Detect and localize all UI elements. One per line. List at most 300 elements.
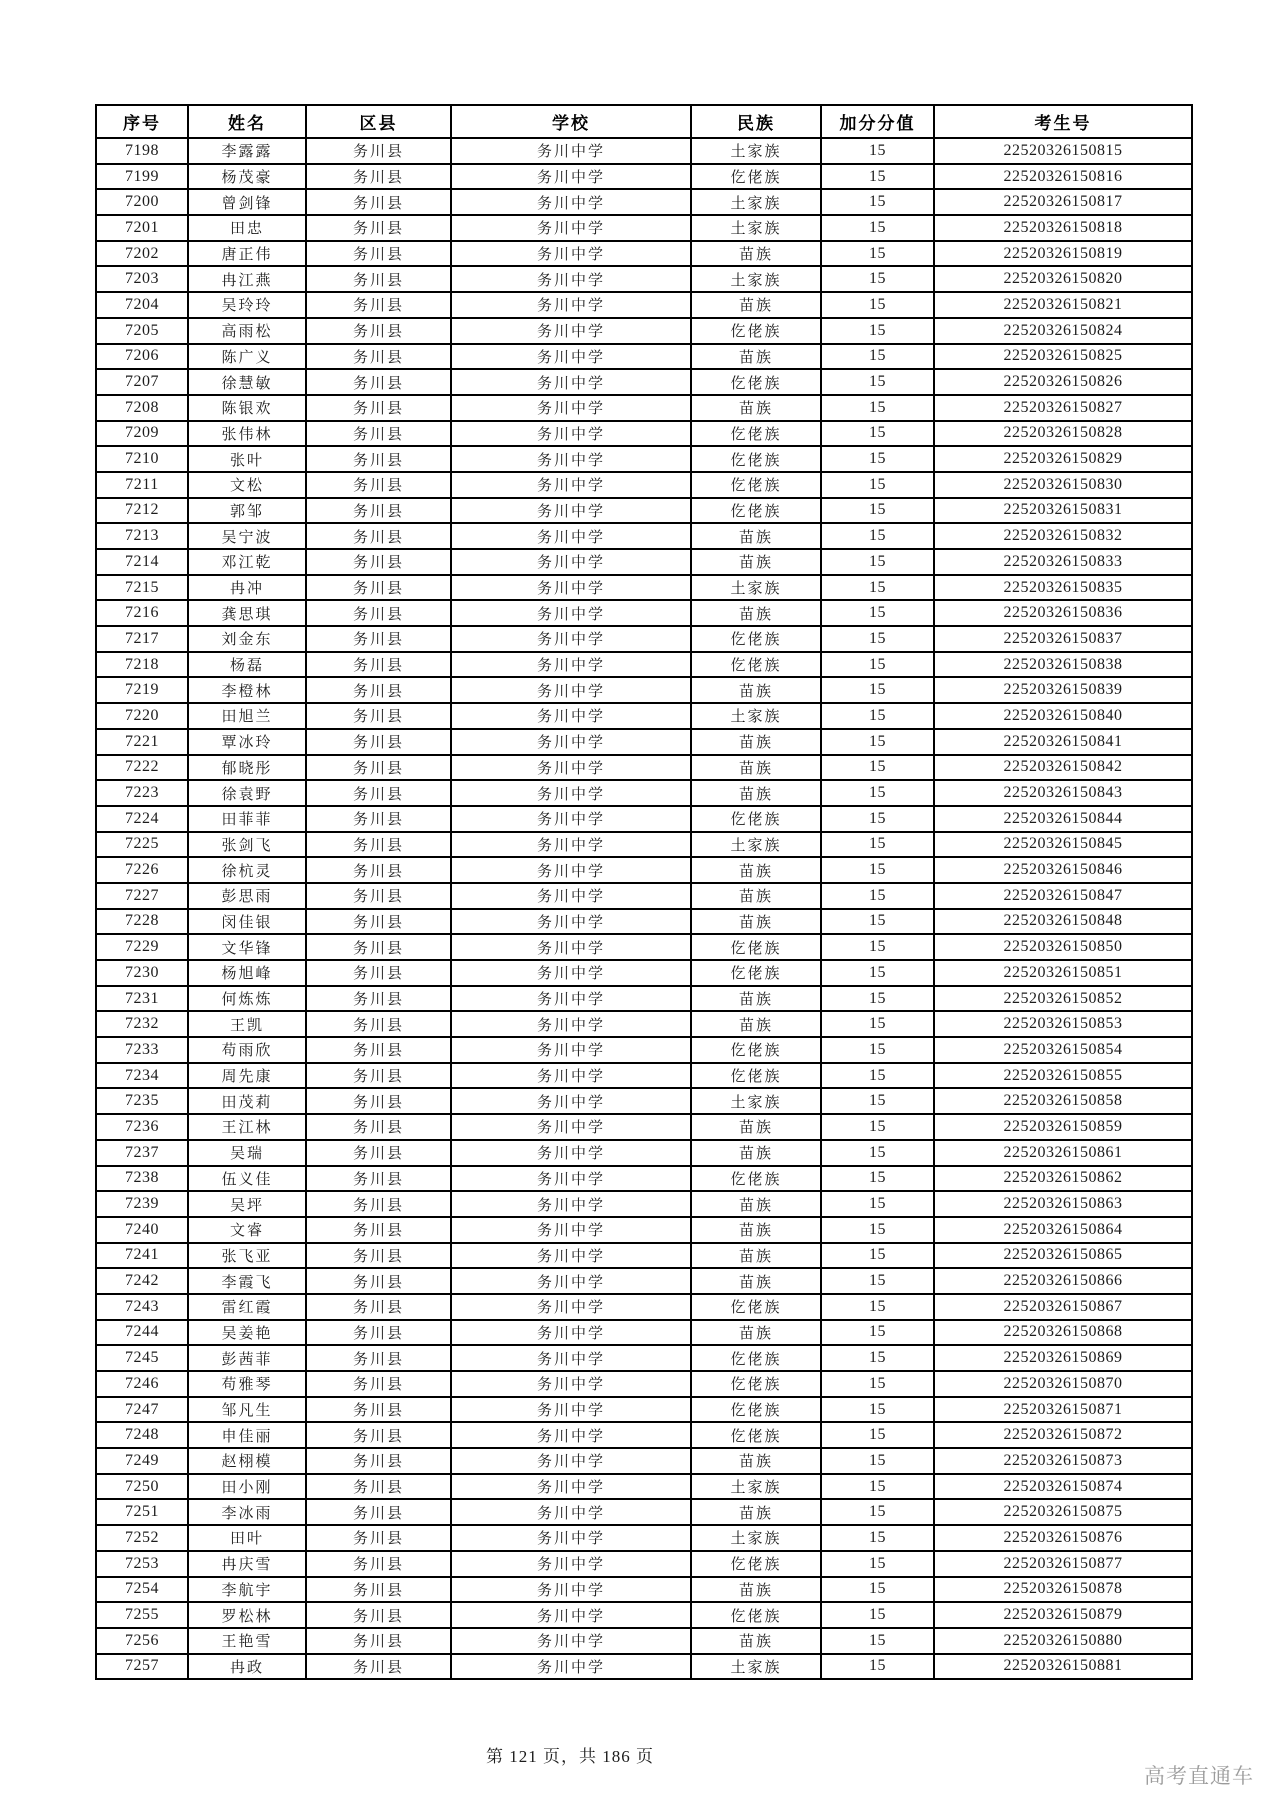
cell-index: 7220 xyxy=(96,703,188,729)
cell-ethnicity: 土家族 xyxy=(691,266,821,292)
cell-index: 7239 xyxy=(96,1191,188,1217)
header-district: 区县 xyxy=(306,105,451,138)
table-row xyxy=(96,1654,1192,1680)
cell-school: 务川中学 xyxy=(451,164,691,190)
cell-name: 陈银欢 xyxy=(188,395,306,421)
cell-index: 7202 xyxy=(96,241,188,267)
cell-school: 务川中学 xyxy=(451,1166,691,1192)
cell-ethnicity: 苗族 xyxy=(691,1628,821,1654)
table-row xyxy=(96,909,1192,935)
cell-candidate-number: 22520326150875 xyxy=(934,1499,1192,1525)
cell-ethnicity: 苗族 xyxy=(691,986,821,1012)
cell-candidate-number: 22520326150824 xyxy=(934,318,1192,344)
cell-school: 务川中学 xyxy=(451,138,691,164)
cell-school: 务川中学 xyxy=(451,960,691,986)
table-row xyxy=(96,1243,1192,1269)
cell-ethnicity: 仡佬族 xyxy=(691,1294,821,1320)
cell-school: 务川中学 xyxy=(451,1602,691,1628)
cell-bonus-score: 15 xyxy=(821,292,934,318)
cell-candidate-number: 22520326150873 xyxy=(934,1448,1192,1474)
cell-ethnicity: 苗族 xyxy=(691,1243,821,1269)
cell-name: 王凯 xyxy=(188,1011,306,1037)
cell-index: 7229 xyxy=(96,934,188,960)
cell-bonus-score: 15 xyxy=(821,1268,934,1294)
cell-district: 务川县 xyxy=(306,1191,451,1217)
cell-index: 7256 xyxy=(96,1628,188,1654)
cell-candidate-number: 22520326150850 xyxy=(934,934,1192,960)
cell-school: 务川中学 xyxy=(451,1628,691,1654)
cell-ethnicity: 仡佬族 xyxy=(691,1345,821,1371)
cell-bonus-score: 15 xyxy=(821,1499,934,1525)
cell-candidate-number: 22520326150848 xyxy=(934,909,1192,935)
cell-index: 7198 xyxy=(96,138,188,164)
cell-index: 7237 xyxy=(96,1140,188,1166)
cell-district: 务川县 xyxy=(306,1525,451,1551)
cell-ethnicity: 苗族 xyxy=(691,1577,821,1603)
cell-ethnicity: 仡佬族 xyxy=(691,1037,821,1063)
cell-bonus-score: 15 xyxy=(821,498,934,524)
cell-index: 7226 xyxy=(96,857,188,883)
cell-name: 高雨松 xyxy=(188,318,306,344)
table-row xyxy=(96,626,1192,652)
table-row xyxy=(96,498,1192,524)
cell-bonus-score: 15 xyxy=(821,318,934,344)
cell-index: 7208 xyxy=(96,395,188,421)
cell-ethnicity: 土家族 xyxy=(691,1474,821,1500)
cell-school: 务川中学 xyxy=(451,1063,691,1089)
cell-candidate-number: 22520326150845 xyxy=(934,832,1192,858)
table-row xyxy=(96,1474,1192,1500)
cell-candidate-number: 22520326150879 xyxy=(934,1602,1192,1628)
cell-name: 吴玲玲 xyxy=(188,292,306,318)
cell-bonus-score: 15 xyxy=(821,806,934,832)
cell-district: 务川县 xyxy=(306,138,451,164)
cell-index: 7225 xyxy=(96,832,188,858)
cell-index: 7250 xyxy=(96,1474,188,1500)
cell-school: 务川中学 xyxy=(451,1551,691,1577)
table-row xyxy=(96,1217,1192,1243)
cell-district: 务川县 xyxy=(306,1140,451,1166)
cell-name: 田旭兰 xyxy=(188,703,306,729)
cell-district: 务川县 xyxy=(306,652,451,678)
cell-name: 曾剑锋 xyxy=(188,189,306,215)
cell-index: 7228 xyxy=(96,909,188,935)
cell-bonus-score: 15 xyxy=(821,1114,934,1140)
cell-district: 务川县 xyxy=(306,1628,451,1654)
table-row xyxy=(96,575,1192,601)
cell-index: 7254 xyxy=(96,1577,188,1603)
cell-index: 7247 xyxy=(96,1397,188,1423)
cell-bonus-score: 15 xyxy=(821,472,934,498)
cell-candidate-number: 22520326150867 xyxy=(934,1294,1192,1320)
cell-index: 7251 xyxy=(96,1499,188,1525)
cell-school: 务川中学 xyxy=(451,395,691,421)
cell-index: 7207 xyxy=(96,369,188,395)
cell-candidate-number: 22520326150816 xyxy=(934,164,1192,190)
cell-candidate-number: 22520326150871 xyxy=(934,1397,1192,1423)
table-row xyxy=(96,986,1192,1012)
cell-bonus-score: 15 xyxy=(821,1088,934,1114)
table-row xyxy=(96,677,1192,703)
cell-ethnicity: 苗族 xyxy=(691,677,821,703)
table-row xyxy=(96,1628,1192,1654)
cell-school: 务川中学 xyxy=(451,677,691,703)
cell-candidate-number: 22520326150830 xyxy=(934,472,1192,498)
cell-name: 吴宁波 xyxy=(188,523,306,549)
table-row xyxy=(96,344,1192,370)
cell-ethnicity: 苗族 xyxy=(691,857,821,883)
cell-bonus-score: 15 xyxy=(821,729,934,755)
table-row xyxy=(96,523,1192,549)
cell-name: 徐袁野 xyxy=(188,780,306,806)
cell-ethnicity: 苗族 xyxy=(691,1448,821,1474)
cell-bonus-score: 15 xyxy=(821,1525,934,1551)
cell-candidate-number: 22520326150878 xyxy=(934,1577,1192,1603)
cell-school: 务川中学 xyxy=(451,883,691,909)
cell-candidate-number: 22520326150868 xyxy=(934,1320,1192,1346)
table-row xyxy=(96,806,1192,832)
cell-name: 陈广义 xyxy=(188,344,306,370)
cell-district: 务川县 xyxy=(306,677,451,703)
cell-school: 务川中学 xyxy=(451,1345,691,1371)
table-row xyxy=(96,1397,1192,1423)
cell-district: 务川县 xyxy=(306,292,451,318)
cell-school: 务川中学 xyxy=(451,986,691,1012)
table-row xyxy=(96,369,1192,395)
cell-candidate-number: 22520326150833 xyxy=(934,549,1192,575)
cell-district: 务川县 xyxy=(306,832,451,858)
cell-name: 刘金东 xyxy=(188,626,306,652)
cell-bonus-score: 15 xyxy=(821,1397,934,1423)
cell-ethnicity: 仡佬族 xyxy=(691,446,821,472)
cell-district: 务川县 xyxy=(306,1294,451,1320)
cell-bonus-score: 15 xyxy=(821,1628,934,1654)
cell-name: 苟雅琴 xyxy=(188,1371,306,1397)
cell-district: 务川县 xyxy=(306,934,451,960)
header-name: 姓名 xyxy=(188,105,306,138)
footer-page-info: 第 121 页，共 186 页 xyxy=(486,1747,654,1766)
cell-district: 务川县 xyxy=(306,266,451,292)
table-row xyxy=(96,934,1192,960)
table-row xyxy=(96,1551,1192,1577)
cell-bonus-score: 15 xyxy=(821,369,934,395)
cell-school: 务川中学 xyxy=(451,1114,691,1140)
cell-candidate-number: 22520326150866 xyxy=(934,1268,1192,1294)
header-school: 学校 xyxy=(451,105,691,138)
cell-index: 7199 xyxy=(96,164,188,190)
cell-district: 务川县 xyxy=(306,1268,451,1294)
cell-bonus-score: 15 xyxy=(821,138,934,164)
cell-school: 务川中学 xyxy=(451,1654,691,1680)
cell-district: 务川县 xyxy=(306,883,451,909)
table-body xyxy=(96,138,1192,1679)
cell-ethnicity: 苗族 xyxy=(691,523,821,549)
cell-bonus-score: 15 xyxy=(821,421,934,447)
cell-bonus-score: 15 xyxy=(821,1217,934,1243)
cell-school: 务川中学 xyxy=(451,1422,691,1448)
cell-name: 张飞亚 xyxy=(188,1243,306,1269)
cell-school: 务川中学 xyxy=(451,1088,691,1114)
cell-ethnicity: 苗族 xyxy=(691,344,821,370)
cell-bonus-score: 15 xyxy=(821,395,934,421)
table-row xyxy=(96,1602,1192,1628)
cell-bonus-score: 15 xyxy=(821,1345,934,1371)
cell-name: 张剑飞 xyxy=(188,832,306,858)
table-row xyxy=(96,960,1192,986)
cell-index: 7231 xyxy=(96,986,188,1012)
cell-district: 务川县 xyxy=(306,960,451,986)
cell-candidate-number: 22520326150877 xyxy=(934,1551,1192,1577)
cell-candidate-number: 22520326150864 xyxy=(934,1217,1192,1243)
cell-bonus-score: 15 xyxy=(821,1474,934,1500)
cell-school: 务川中学 xyxy=(451,626,691,652)
cell-district: 务川县 xyxy=(306,1474,451,1500)
cell-bonus-score: 15 xyxy=(821,1448,934,1474)
cell-candidate-number: 22520326150863 xyxy=(934,1191,1192,1217)
cell-index: 7253 xyxy=(96,1551,188,1577)
cell-index: 7211 xyxy=(96,472,188,498)
cell-name: 杨磊 xyxy=(188,652,306,678)
cell-ethnicity: 仡佬族 xyxy=(691,806,821,832)
cell-district: 务川县 xyxy=(306,1114,451,1140)
cell-school: 务川中学 xyxy=(451,1499,691,1525)
cell-school: 务川中学 xyxy=(451,1577,691,1603)
cell-bonus-score: 15 xyxy=(821,1063,934,1089)
cell-district: 务川县 xyxy=(306,215,451,241)
cell-ethnicity: 苗族 xyxy=(691,600,821,626)
cell-name: 彭思雨 xyxy=(188,883,306,909)
cell-school: 务川中学 xyxy=(451,729,691,755)
cell-candidate-number: 22520326150844 xyxy=(934,806,1192,832)
cell-name: 唐正伟 xyxy=(188,241,306,267)
cell-index: 7252 xyxy=(96,1525,188,1551)
cell-name: 雷红霞 xyxy=(188,1294,306,1320)
cell-index: 7245 xyxy=(96,1345,188,1371)
cell-name: 覃冰玲 xyxy=(188,729,306,755)
cell-bonus-score: 15 xyxy=(821,1422,934,1448)
cell-district: 务川县 xyxy=(306,703,451,729)
table-row xyxy=(96,266,1192,292)
cell-index: 7221 xyxy=(96,729,188,755)
cell-district: 务川县 xyxy=(306,1063,451,1089)
cell-name: 田菲菲 xyxy=(188,806,306,832)
cell-district: 务川县 xyxy=(306,1166,451,1192)
cell-name: 李露露 xyxy=(188,138,306,164)
cell-bonus-score: 15 xyxy=(821,1602,934,1628)
cell-ethnicity: 仡佬族 xyxy=(691,369,821,395)
cell-ethnicity: 仡佬族 xyxy=(691,1166,821,1192)
cell-index: 7213 xyxy=(96,523,188,549)
cell-ethnicity: 土家族 xyxy=(691,1654,821,1680)
cell-index: 7209 xyxy=(96,421,188,447)
cell-ethnicity: 苗族 xyxy=(691,1191,821,1217)
cell-ethnicity: 仡佬族 xyxy=(691,1551,821,1577)
cell-school: 务川中学 xyxy=(451,1011,691,1037)
cell-candidate-number: 22520326150832 xyxy=(934,523,1192,549)
table-row xyxy=(96,1088,1192,1114)
cell-district: 务川县 xyxy=(306,780,451,806)
cell-school: 务川中学 xyxy=(451,318,691,344)
table-row xyxy=(96,857,1192,883)
cell-candidate-number: 22520326150825 xyxy=(934,344,1192,370)
cell-bonus-score: 15 xyxy=(821,1551,934,1577)
cell-bonus-score: 15 xyxy=(821,215,934,241)
table-row xyxy=(96,421,1192,447)
cell-name: 杨旭峰 xyxy=(188,960,306,986)
cell-district: 务川县 xyxy=(306,1577,451,1603)
cell-ethnicity: 苗族 xyxy=(691,909,821,935)
cell-ethnicity: 土家族 xyxy=(691,215,821,241)
cell-bonus-score: 15 xyxy=(821,241,934,267)
cell-ethnicity: 苗族 xyxy=(691,1140,821,1166)
cell-ethnicity: 仡佬族 xyxy=(691,1397,821,1423)
cell-name: 周先康 xyxy=(188,1063,306,1089)
cell-candidate-number: 22520326150872 xyxy=(934,1422,1192,1448)
cell-ethnicity: 仡佬族 xyxy=(691,421,821,447)
cell-school: 务川中学 xyxy=(451,1294,691,1320)
cell-district: 务川县 xyxy=(306,395,451,421)
cell-name: 彭茜菲 xyxy=(188,1345,306,1371)
cell-index: 7243 xyxy=(96,1294,188,1320)
header-ethnicity: 民族 xyxy=(691,105,821,138)
cell-district: 务川县 xyxy=(306,241,451,267)
cell-district: 务川县 xyxy=(306,909,451,935)
cell-name: 张叶 xyxy=(188,446,306,472)
table-row xyxy=(96,755,1192,781)
cell-candidate-number: 22520326150826 xyxy=(934,369,1192,395)
cell-name: 徐杭灵 xyxy=(188,857,306,883)
cell-candidate-number: 22520326150842 xyxy=(934,755,1192,781)
cell-district: 务川县 xyxy=(306,1217,451,1243)
bonus-score-roster-table xyxy=(95,104,1193,1680)
cell-school: 务川中学 xyxy=(451,344,691,370)
cell-name: 李橙林 xyxy=(188,677,306,703)
cell-ethnicity: 土家族 xyxy=(691,832,821,858)
cell-ethnicity: 苗族 xyxy=(691,1320,821,1346)
cell-bonus-score: 15 xyxy=(821,934,934,960)
cell-ethnicity: 土家族 xyxy=(691,703,821,729)
cell-index: 7230 xyxy=(96,960,188,986)
cell-school: 务川中学 xyxy=(451,1037,691,1063)
cell-name: 吴姜艳 xyxy=(188,1320,306,1346)
cell-school: 务川中学 xyxy=(451,1525,691,1551)
cell-school: 务川中学 xyxy=(451,1140,691,1166)
cell-district: 务川县 xyxy=(306,498,451,524)
cell-candidate-number: 22520326150840 xyxy=(934,703,1192,729)
cell-district: 务川县 xyxy=(306,857,451,883)
cell-school: 务川中学 xyxy=(451,652,691,678)
cell-name: 王艳雪 xyxy=(188,1628,306,1654)
cell-index: 7212 xyxy=(96,498,188,524)
cell-candidate-number: 22520326150846 xyxy=(934,857,1192,883)
cell-district: 务川县 xyxy=(306,472,451,498)
cell-candidate-number: 22520326150819 xyxy=(934,241,1192,267)
cell-name: 李冰雨 xyxy=(188,1499,306,1525)
table-row xyxy=(96,703,1192,729)
cell-bonus-score: 15 xyxy=(821,1140,934,1166)
cell-name: 申佳丽 xyxy=(188,1422,306,1448)
table-row xyxy=(96,472,1192,498)
cell-name: 伍义佳 xyxy=(188,1166,306,1192)
cell-ethnicity: 仡佬族 xyxy=(691,1063,821,1089)
table-row xyxy=(96,1011,1192,1037)
cell-district: 务川县 xyxy=(306,806,451,832)
cell-district: 务川县 xyxy=(306,369,451,395)
cell-index: 7210 xyxy=(96,446,188,472)
cell-name: 张伟林 xyxy=(188,421,306,447)
cell-bonus-score: 15 xyxy=(821,344,934,370)
table-row xyxy=(96,1525,1192,1551)
cell-candidate-number: 22520326150817 xyxy=(934,189,1192,215)
cell-ethnicity: 苗族 xyxy=(691,1217,821,1243)
cell-district: 务川县 xyxy=(306,189,451,215)
cell-school: 务川中学 xyxy=(451,857,691,883)
cell-name: 郁晓彤 xyxy=(188,755,306,781)
table-row xyxy=(96,600,1192,626)
cell-candidate-number: 22520326150859 xyxy=(934,1114,1192,1140)
cell-school: 务川中学 xyxy=(451,549,691,575)
cell-ethnicity: 苗族 xyxy=(691,1011,821,1037)
cell-index: 7242 xyxy=(96,1268,188,1294)
cell-district: 务川县 xyxy=(306,1499,451,1525)
cell-index: 7235 xyxy=(96,1088,188,1114)
cell-ethnicity: 仡佬族 xyxy=(691,472,821,498)
cell-index: 7238 xyxy=(96,1166,188,1192)
cell-candidate-number: 22520326150828 xyxy=(934,421,1192,447)
cell-candidate-number: 22520326150815 xyxy=(934,138,1192,164)
cell-bonus-score: 15 xyxy=(821,1320,934,1346)
cell-name: 罗松林 xyxy=(188,1602,306,1628)
cell-name: 李霞飞 xyxy=(188,1268,306,1294)
cell-district: 务川县 xyxy=(306,626,451,652)
cell-ethnicity: 仡佬族 xyxy=(691,652,821,678)
cell-candidate-number: 22520326150862 xyxy=(934,1166,1192,1192)
cell-candidate-number: 22520326150855 xyxy=(934,1063,1192,1089)
cell-school: 务川中学 xyxy=(451,780,691,806)
cell-index: 7257 xyxy=(96,1654,188,1680)
cell-candidate-number: 22520326150852 xyxy=(934,986,1192,1012)
cell-candidate-number: 22520326150831 xyxy=(934,498,1192,524)
cell-name: 何炼炼 xyxy=(188,986,306,1012)
cell-school: 务川中学 xyxy=(451,266,691,292)
cell-ethnicity: 仡佬族 xyxy=(691,164,821,190)
cell-district: 务川县 xyxy=(306,1602,451,1628)
cell-bonus-score: 15 xyxy=(821,703,934,729)
cell-school: 务川中学 xyxy=(451,703,691,729)
cell-school: 务川中学 xyxy=(451,832,691,858)
cell-candidate-number: 22520326150874 xyxy=(934,1474,1192,1500)
cell-name: 田茂莉 xyxy=(188,1088,306,1114)
cell-name: 田小刚 xyxy=(188,1474,306,1500)
cell-index: 7214 xyxy=(96,549,188,575)
cell-index: 7203 xyxy=(96,266,188,292)
cell-candidate-number: 22520326150821 xyxy=(934,292,1192,318)
cell-school: 务川中学 xyxy=(451,1320,691,1346)
cell-ethnicity: 土家族 xyxy=(691,189,821,215)
cell-ethnicity: 土家族 xyxy=(691,138,821,164)
cell-bonus-score: 15 xyxy=(821,780,934,806)
table-row xyxy=(96,1037,1192,1063)
table-row xyxy=(96,1345,1192,1371)
cell-ethnicity: 苗族 xyxy=(691,1114,821,1140)
cell-bonus-score: 15 xyxy=(821,986,934,1012)
table-row xyxy=(96,729,1192,755)
cell-candidate-number: 22520326150837 xyxy=(934,626,1192,652)
cell-school: 务川中学 xyxy=(451,1217,691,1243)
cell-ethnicity: 土家族 xyxy=(691,575,821,601)
table-row xyxy=(96,395,1192,421)
cell-bonus-score: 15 xyxy=(821,652,934,678)
